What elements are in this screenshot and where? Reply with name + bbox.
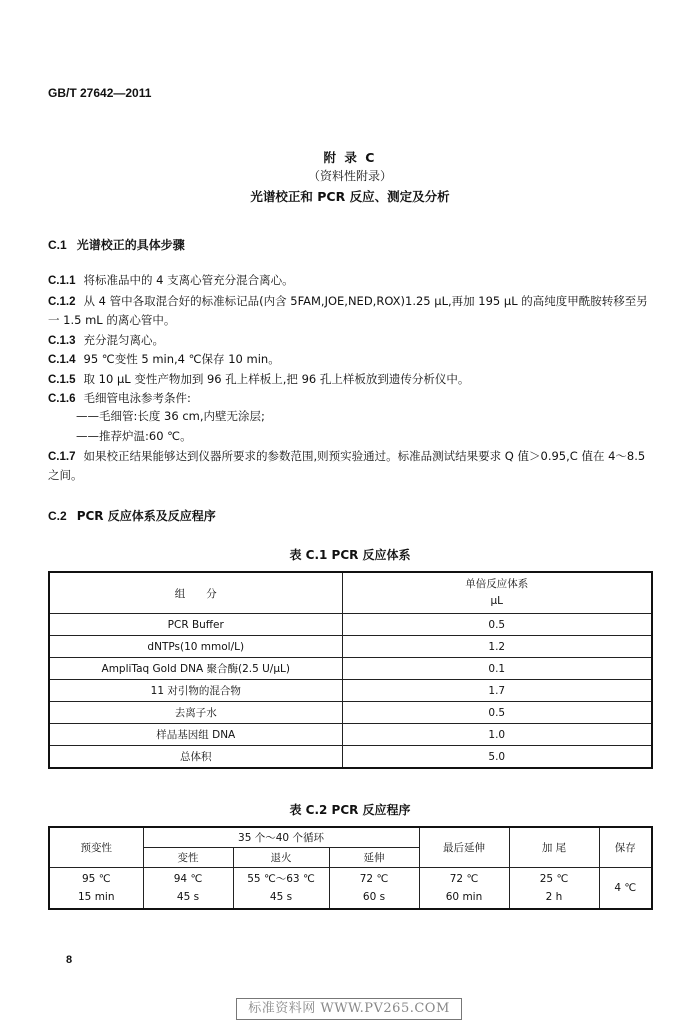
value-cell: 1.2 <box>342 636 652 658</box>
temp-value: 25 ℃ <box>539 873 569 885</box>
table-row <box>49 724 652 746</box>
section-number: C.1 <box>48 238 67 252</box>
clause-number: C.1.7 <box>48 451 76 463</box>
time-value: 2 h <box>545 891 563 903</box>
time-value: 15 min <box>78 891 115 903</box>
clause-number: C.1.2 <box>48 296 76 308</box>
table-c2-caption: 表 C.2 PCR 反应程序 <box>289 803 411 817</box>
header-component: 组 分 <box>49 572 342 614</box>
value-cell: 0.5 <box>342 702 652 724</box>
clause-text: 充分混匀离心。 <box>83 333 164 347</box>
clause-number: C.1.5 <box>48 374 76 386</box>
value-cell: 0.5 <box>342 614 652 636</box>
table-row <box>49 702 652 724</box>
table-row <box>49 614 652 636</box>
document-code: GB/T 27642—2011 <box>48 86 152 100</box>
table-c2 <box>48 826 653 910</box>
clause-text: 毛细管电泳参考条件: <box>83 391 191 405</box>
temp-value: 72 ℃ <box>359 873 389 885</box>
hold-temp-cell: 4 ℃ <box>599 868 652 910</box>
temp-value: 95 ℃ <box>82 873 111 885</box>
table-c1-caption: 表 C.1 PCR 反应体系 <box>289 548 411 562</box>
time-value: 60 s <box>362 891 386 903</box>
header-tail: 加 尾 <box>509 827 599 868</box>
table-row <box>49 658 652 680</box>
clause-text: 取 10 μL 变性产物加到 96 孔上样板上,把 96 孔上样板放到遗传分析仪中。 <box>83 372 470 386</box>
section-title: 光谱校正的具体步骤 <box>76 238 185 252</box>
header-cycles: 35 个～40 个循环 <box>143 827 419 848</box>
appendix-title: 附 录 C <box>323 150 377 165</box>
clause-number: C.1.3 <box>48 335 76 347</box>
value-cell: 1.7 <box>342 680 652 702</box>
appendix-heading: 光谱校正和 PCR 反应、测定及分析 <box>250 189 450 204</box>
clause-c1-2 <box>48 292 656 329</box>
temp-value: 72 ℃ <box>449 873 479 885</box>
clause-c1-7 <box>48 447 656 484</box>
clause-text: 95 ℃变性 5 min,4 ℃保存 10 min。 <box>83 352 280 366</box>
condition-oven-temp: ——推荐炉温:60 ℃。 <box>76 429 192 443</box>
temp-value: 94 ℃ <box>173 873 203 885</box>
table-row <box>49 746 652 769</box>
table-c1 <box>48 571 653 769</box>
time-value: 45 s <box>269 891 293 903</box>
section-c1-heading <box>48 236 185 253</box>
header-extend: 延伸 <box>329 848 419 868</box>
table-header-row <box>49 827 652 848</box>
step-cell <box>233 868 329 910</box>
value-cell: 1.0 <box>342 724 652 746</box>
time-value: 60 min <box>445 891 483 903</box>
clause-text: 如果校正结果能够达到仪器所要求的参数范围,则预实验通过。标准品测试结果要求 Q 值＞0.95,C 值在 4～8.5 之间。 <box>48 449 646 482</box>
clause-text: 从 4 管中各取混合好的标准标记品(内含 5FAM,JOE,NED,ROX)1.25 μL,再加 195 μL 的高纯度甲酰胺转移至另一 1.5 mL 的离心管中。 <box>48 294 648 327</box>
step-cell <box>143 868 233 910</box>
clause-c1-4 <box>48 350 656 369</box>
value-cell: 5.0 <box>342 746 652 769</box>
header-predenature: 预变性 <box>49 827 143 868</box>
table-header-row <box>49 572 652 614</box>
temp-value: 55 ℃～63 ℃ <box>247 873 315 885</box>
clause-c1-1 <box>48 271 656 290</box>
component-cell: dNTPs(10 mmol/L) <box>49 636 342 658</box>
component-cell: 总体积 <box>49 746 342 769</box>
appendix-subtitle: （资料性附录） <box>307 169 392 183</box>
condition-capillary: ——毛细管:长度 36 cm,内壁无涂层; <box>76 409 265 423</box>
clause-number: C.1.1 <box>48 275 76 287</box>
header-anneal: 退火 <box>233 848 329 868</box>
component-cell: PCR Buffer <box>49 614 342 636</box>
page-number: 8 <box>66 954 73 966</box>
section-number: C.2 <box>48 509 67 523</box>
header-final-extend: 最后延伸 <box>419 827 509 868</box>
component-cell: 11 对引物的混合物 <box>49 680 342 702</box>
clause-text: 将标准品中的 4 支离心管充分混合离心。 <box>83 273 294 287</box>
table-row <box>49 636 652 658</box>
step-cell <box>329 868 419 910</box>
value-cell: 0.1 <box>342 658 652 680</box>
section-title: PCR 反应体系及反应程序 <box>76 509 216 523</box>
component-cell: 去离子水 <box>49 702 342 724</box>
header-volume-cell <box>342 572 652 614</box>
section-c2-heading <box>48 507 216 524</box>
table-row <box>49 680 652 702</box>
component-cell: AmpliTaq Gold DNA 聚合酶(2.5 U/μL) <box>49 658 342 680</box>
clause-number: C.1.6 <box>48 393 76 405</box>
time-value: 45 s <box>176 891 200 903</box>
header-volume: 单倍反应体系 <box>465 578 529 590</box>
clause-c1-6 <box>48 389 656 408</box>
header-denature: 变性 <box>143 848 233 868</box>
clause-c1-3 <box>48 331 656 350</box>
clause-number: C.1.4 <box>48 354 76 366</box>
step-cell <box>419 868 509 910</box>
header-unit: μL <box>490 595 504 607</box>
step-cell <box>509 868 599 910</box>
watermark: 标准资料网 WWW.PV265.COM <box>236 998 462 1020</box>
clause-c1-5 <box>48 370 656 389</box>
component-cell: 样品基因组 DNA <box>49 724 342 746</box>
table-row <box>49 868 652 910</box>
step-cell <box>49 868 143 910</box>
header-hold: 保存 <box>599 827 652 868</box>
